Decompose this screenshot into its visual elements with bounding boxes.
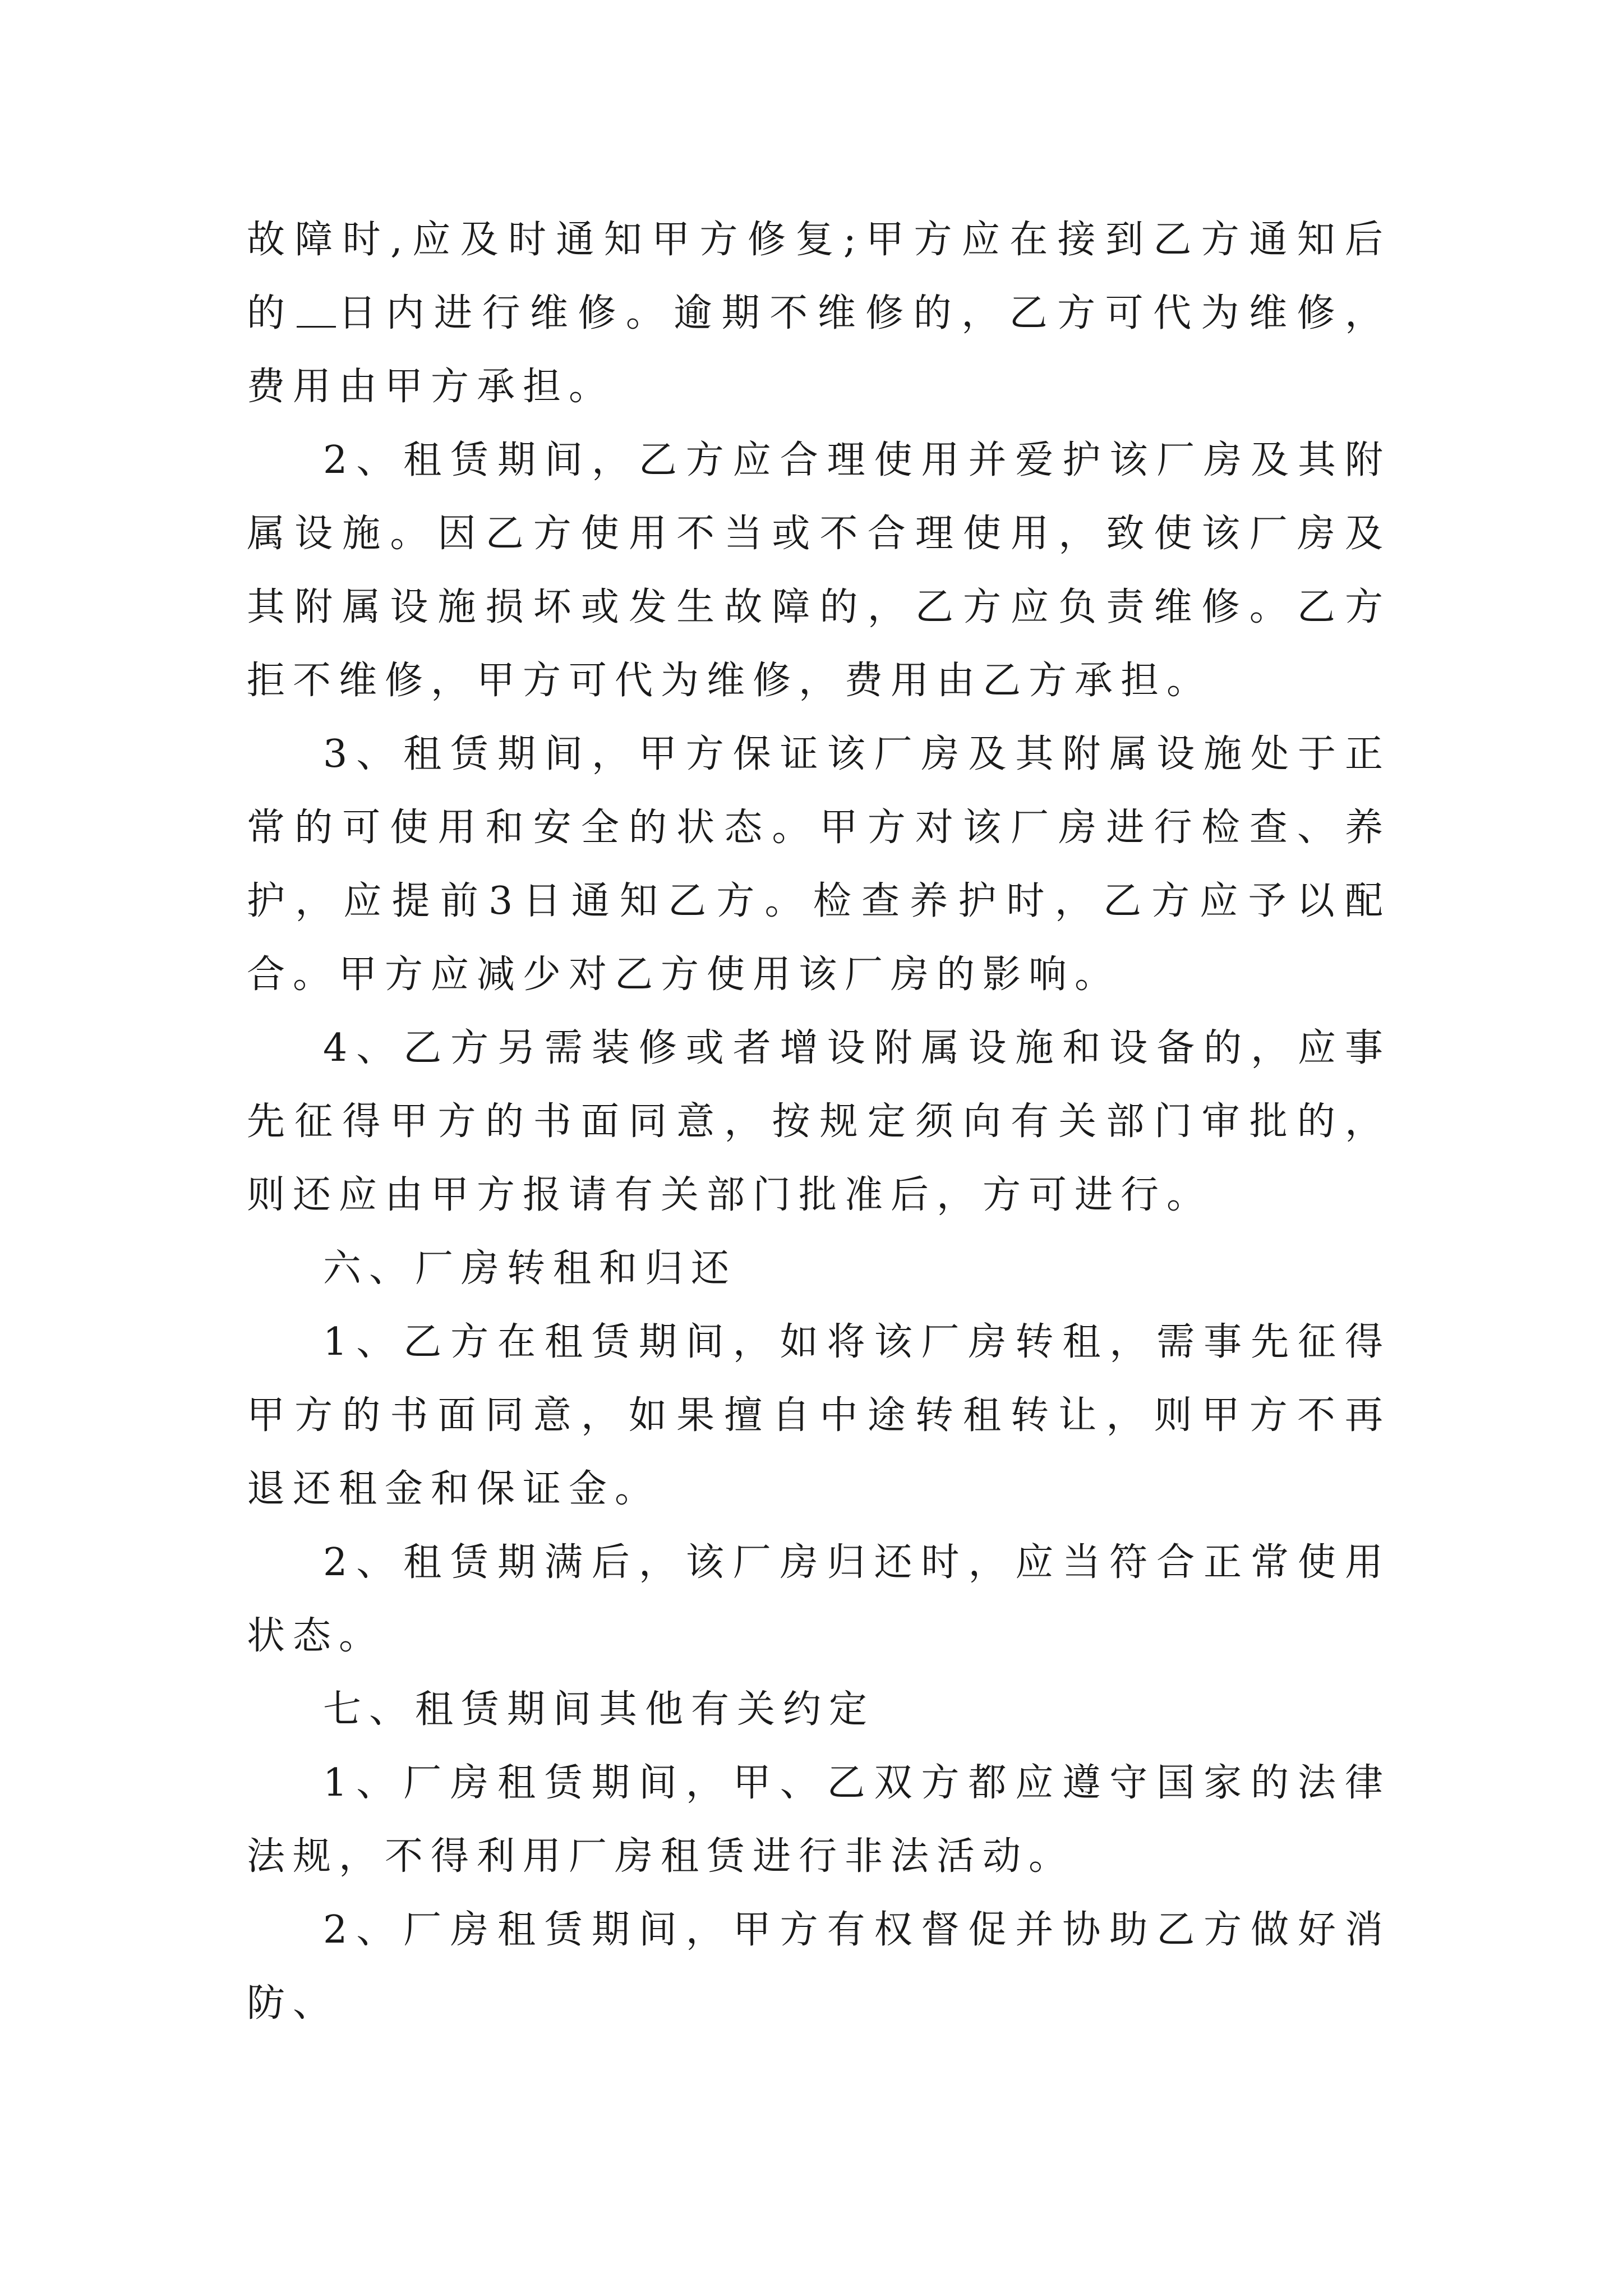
paragraph-sublease-1: 1、乙方在租赁期间，如将该厂房转租，需事先征得甲方的书面同意，如果擅自中途转租转让，则甲方不再退还租金和保证金。	[247, 1320, 1391, 1511]
paragraph-other-2: 2、厂房租赁期间，甲方有权督促并协助乙方做好消防、	[247, 1908, 1391, 2026]
paragraph-clause-3: 3、租赁期间，甲方保证该厂房及其附属设施处于正常的可使用和安全的状态。甲方对该厂房进行检查、养护，应提前3日通知乙方。检查养护时，乙方应予以配合。甲方应减少对乙方使用该厂房的影响。	[247, 732, 1391, 997]
paragraph-sublease-2: 2、租赁期满后，该厂房归还时，应当符合正常使用状态。	[247, 1540, 1391, 1658]
paragraph-clause-2: 2、租赁期间，乙方应合理使用并爱护该厂房及其附属设施。因乙方使用不当或不合理使用，致使该厂房及其附属设施损坏或发生故障的，乙方应负责维修。乙方拒不维修，甲方可代为维修，费用由乙方承担。	[247, 438, 1391, 703]
paragraph-other-1: 1、厂房租赁期间，甲、乙双方都应遵守国家的法律法规，不得利用厂房租赁进行非法活动。	[247, 1761, 1391, 1879]
paragraph-clause-4: 4、乙方另需装修或者增设附属设施和设备的，应事先征得甲方的书面同意，按规定须向有关部门审批的，则还应由甲方报请有关部门批准后，方可进行。	[247, 1026, 1391, 1217]
paragraph-text: 日内进行维修。逾期不维修的，乙方可代为维修，费用由甲方承担。	[247, 291, 1391, 409]
fill-in-blank[interactable]	[297, 288, 336, 328]
paragraph-repair-notice	[247, 203, 1391, 424]
section-heading-other-terms: 七、租赁期间其他有关约定	[323, 1687, 875, 1732]
section-heading-sublease: 六、厂房转租和归还	[323, 1246, 737, 1291]
paragraph-text: 故障时,应及时通知甲方修复;甲方应在接到乙方通知后的	[247, 218, 1391, 335]
document-body	[247, 203, 1391, 2040]
